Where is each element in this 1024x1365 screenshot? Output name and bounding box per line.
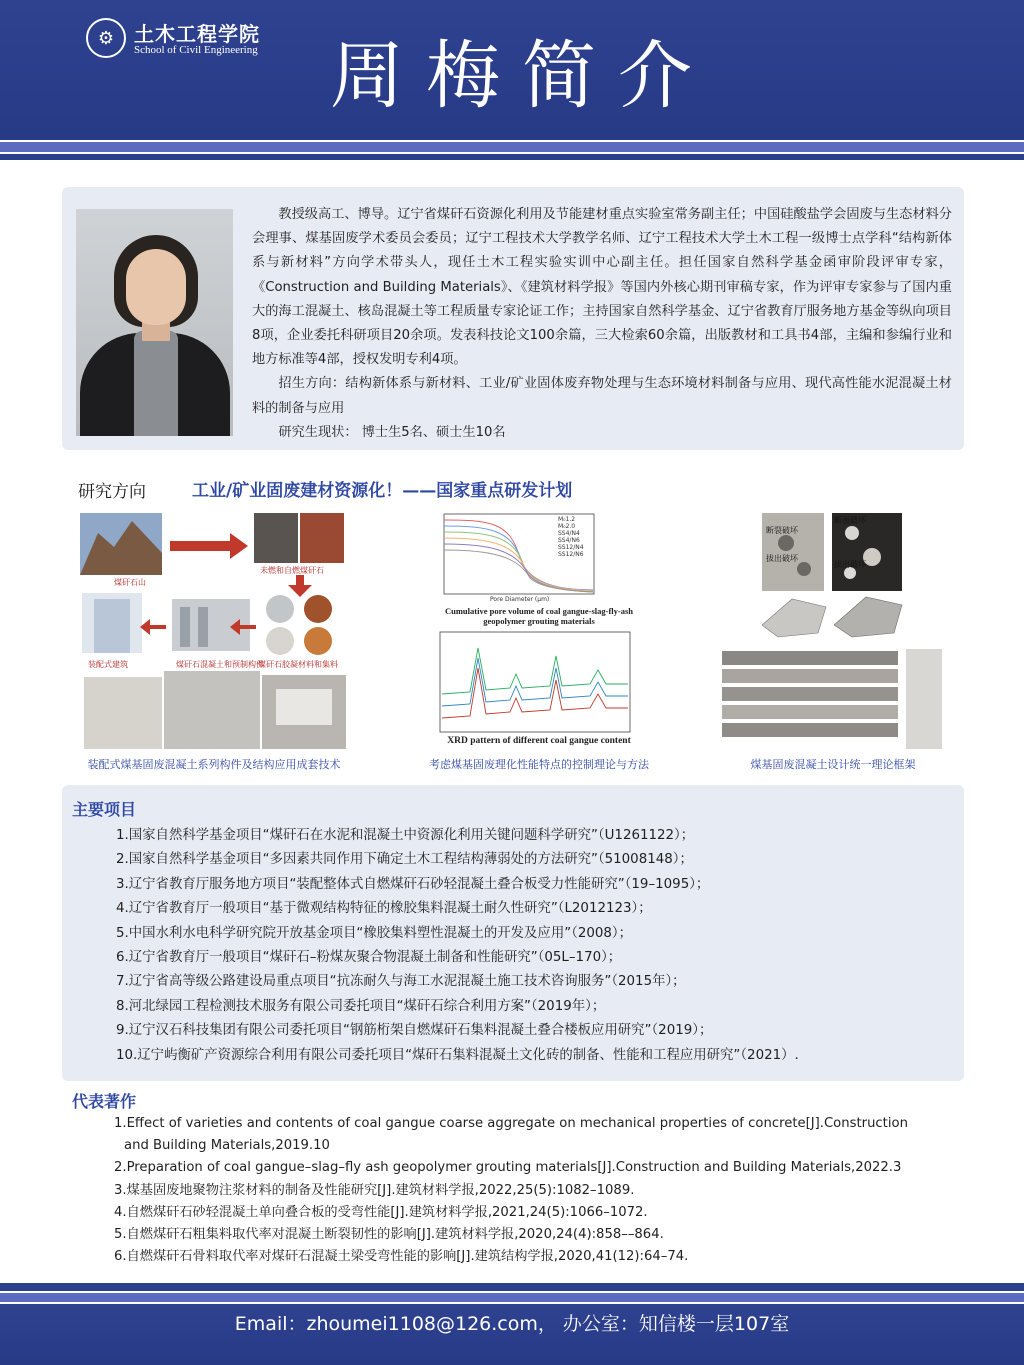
fig1-label: 未燃和自燃煤矸石 bbox=[260, 566, 324, 575]
fig1-label: 煤矸石混凝土和预制构件 bbox=[176, 660, 264, 669]
project-item: 3.辽宁省教育厅服务地方项目“装配整体式自燃煤矸石砂轻混凝土叠合板受力性能研究”（19–1095）； bbox=[116, 876, 710, 892]
figure-caption-1: 装配式煤基固废混凝土系列构件及结构应用成套技术 bbox=[87, 758, 341, 771]
header-stripe-dark bbox=[0, 154, 1024, 160]
research-label: 研究方向 bbox=[78, 482, 146, 502]
legend-item: M₀2.0 bbox=[558, 523, 576, 530]
legend-item: SS12/N4 bbox=[558, 544, 584, 551]
school-name-en: School of Civil Engineering bbox=[134, 44, 258, 56]
publication-item: 5.自燃煤矸石粗集料取代率对混凝土断裂韧性的影响[J].建筑材料学报,2020,24(4):858––864. bbox=[114, 1227, 664, 1243]
footer-stripe-dark bbox=[0, 1283, 1024, 1291]
project-item: 10.辽宁屿衡矿产资源综合利用有限公司委托项目“煤矸石集料混凝土文化砖的制备、性能和工程应用研究”（2021）. bbox=[116, 1047, 799, 1063]
footer-stripe-light bbox=[0, 1293, 1024, 1302]
publication-item: 6.自燃煤矸石骨料取代率对煤矸石混凝土梁受弯性能的影响[J].建筑结构学报,2020,41(12):64–74. bbox=[114, 1249, 689, 1265]
bio-paragraph: 教授级高工、博导。辽宁省煤矸石资源化利用及节能建材重点实验室常务副主任；中国硅酸盐学会固废与生态材料分会理事、煤基固废学术委员会委员；辽宁工程技术大学教学名师、辽宁工程技术大学土木工程一级博士点学科“结构新体系与新材料”方向学术带头人，现任土木工程实验实训中心副主任。担任国家自然科学基金函审阶段评审专家，《Construction and Building Materials》、《建筑材料学报》等国内外核心期刊审稿专家，作为评审专家参与了国内重大的海工混凝土、核岛混凝土等工程质量专家论证工作；主持国家自然科学基金、辽宁省教育厅服务地方基金等纵向项目8项，企业委托科研项目20余项。发表科技论文100余篇，三大检索60余篇，出版教材和工具书4部，主编和参编行业和地方标准等4部，授权发明专利4项。 bbox=[252, 207, 952, 368]
student-status: 研究生现状： 博士生5名、硕士生10名 bbox=[278, 424, 506, 440]
figure-caption-3: 煤基固废混凝土设计统一理论框架 bbox=[750, 758, 916, 771]
pore-xrd-graphic bbox=[430, 508, 648, 750]
legend-item: M₀1.2 bbox=[558, 516, 576, 523]
portrait-photo bbox=[76, 209, 233, 436]
project-item: 4.辽宁省教育厅一般项目“基于微观结构特征的橡胶集料混凝土耐久性研究”（L2012123）； bbox=[116, 901, 652, 917]
fig1-label: 煤矸石胶凝材料和集料 bbox=[258, 660, 338, 669]
legend-item: SS4/N6 bbox=[558, 537, 580, 544]
project-item: 1.国家自然科学基金项目“煤矸石在水泥和混凝土中资源化利用关键问题科学研究”（U1261122）； bbox=[116, 828, 695, 843]
header-stripe-light bbox=[0, 142, 1024, 152]
fig3-label: 断面破坏 bbox=[834, 516, 866, 525]
legend-item: SS12/N6 bbox=[558, 551, 584, 558]
prefab-collage-graphic bbox=[80, 513, 348, 750]
figure-caption-2: 考虑煤基固废理化性能特点的控制理论与方法 bbox=[429, 758, 649, 771]
xrd-title: XRD pattern of different coal gangue content bbox=[447, 736, 631, 746]
research-title: 工业/矿业固废建材资源化！——国家重点研发计划 bbox=[192, 481, 573, 501]
project-item: 7.辽宁省高等级公路建设局重点项目“抗冻耐久与海工水泥混凝土施工技术咨询服务”（2015年）； bbox=[116, 974, 686, 990]
projects-title: 主要项目 bbox=[72, 800, 137, 819]
publications-list bbox=[114, 1113, 934, 1268]
publication-item: 1.Effect of varieties and contents of coal gangue coarse aggregate on mechanical properties of concrete[J].Construction and Building Materials,2019.10 bbox=[114, 1116, 908, 1154]
fig3-label: 拔出破坏 bbox=[834, 560, 866, 569]
fig1-label: 装配式建筑 bbox=[88, 660, 128, 669]
project-item: 9.辽宁汉石科技集团有限公司委托项目“钢筋桁架自燃煤矸石集料混凝土叠合楼板应用研究”（2019）； bbox=[116, 1023, 713, 1039]
project-item: 5.中国水利水电科学研究院开放基金项目“橡胶集料塑性混凝土的开发及应用”（2008）； bbox=[116, 925, 632, 941]
legend-item: SS4/N4 bbox=[558, 530, 580, 537]
enrollment-direction: 招生方向：结构新体系与新材料、工业/矿业固体废弃物处理与生态环境材料制备与应用、现代高性能水泥混凝土材料的制备与应用 bbox=[252, 376, 952, 416]
publication-item: 2.Preparation of coal gangue–slag–fly ash geopolymer grouting materials[J].Construction and Building Materials,2022.3 bbox=[114, 1160, 902, 1176]
figure-fracture bbox=[722, 513, 944, 750]
fig3-label: 断裂破坏 bbox=[766, 526, 798, 535]
pore-legend bbox=[558, 516, 584, 558]
project-item: 8.河北绿园工程检测技术服务有限公司委托项目“煤矸石综合利用方案”（2019年）； bbox=[116, 998, 606, 1014]
school-emblem-icon: ⚙ bbox=[86, 18, 126, 58]
figure-prefab-collage bbox=[80, 513, 348, 750]
profile-bio bbox=[252, 203, 952, 445]
project-item: 2.国家自然科学基金项目“多因素共同作用下确定土木工程结构薄弱处的方法研究”（51008148）； bbox=[116, 852, 693, 868]
page-title: 周梅简介 bbox=[330, 33, 714, 119]
publications-title: 代表著作 bbox=[72, 1092, 137, 1111]
pore-x-label: Pore Diameter (μm) bbox=[490, 596, 550, 603]
publication-item: 4.自燃煤矸石砂轻混凝土单向叠合板的受弯性能[J].建筑材料学报,2021,24(5):1066–1072. bbox=[114, 1204, 648, 1220]
project-item: 6.辽宁省教育厅一般项目“煤矸石–粉煤灰聚合物混凝土制备和性能研究”（05L–170）； bbox=[116, 949, 622, 965]
fracture-graphic bbox=[722, 513, 944, 750]
fig3-label: 拔出破坏 bbox=[766, 554, 798, 563]
school-logo bbox=[86, 16, 286, 60]
contact-info: Email：zhoumei1108@126.com， 办公室：知信楼一层107室 bbox=[234, 1313, 790, 1335]
publication-item: 3.煤基固废地聚物注浆材料的制备及性能研究[J].建筑材料学报,2022,25(5):1082–1089. bbox=[114, 1182, 635, 1198]
figure-pore-xrd bbox=[430, 508, 648, 750]
fig1-label: 煤矸石山 bbox=[114, 578, 146, 587]
projects-list bbox=[116, 824, 956, 1068]
school-name-cn: 土木工程学院 bbox=[134, 22, 260, 46]
pore-chart-title: Cumulative pore volume of coal gangue-slag-fly-ash geopolymer grouting materials bbox=[444, 606, 634, 626]
